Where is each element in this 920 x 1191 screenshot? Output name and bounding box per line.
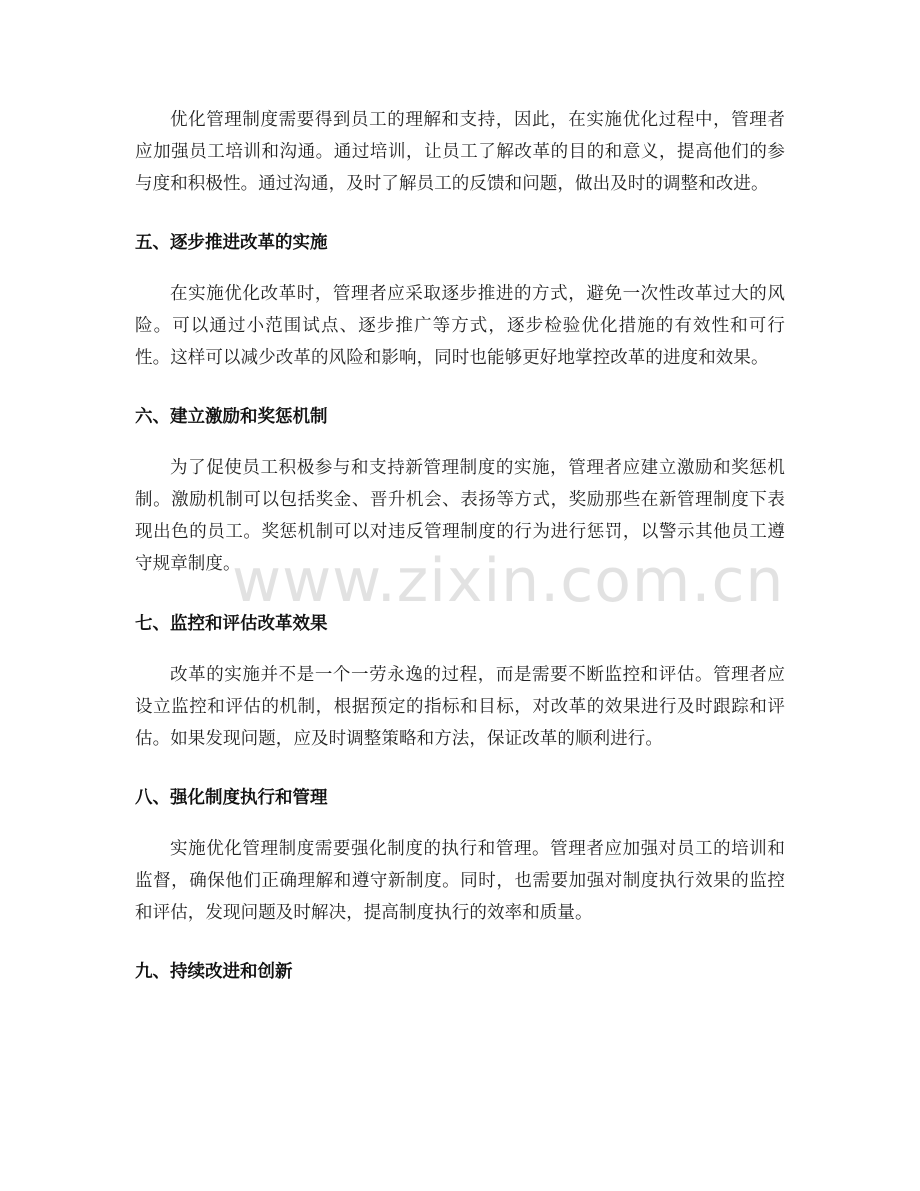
paragraph-section-8: 实施优化管理制度需要强化制度的执行和管理。管理者应加强对员工的培训和监督，确保他们正确理解和遵守新制度。同时，也需要加强对制度执行效果的监控和评估，发现问题及时解决，提高制度执行的效率和质量。: [135, 839, 785, 923]
heading-section-6: 六、建立激励和奖惩机制: [135, 407, 328, 427]
heading-section-8: 八、强化制度执行和管理: [135, 788, 328, 808]
paragraph-section-5: 在实施优化改革时，管理者应采取逐步推进的方式，避免一次性改革过大的风险。可以通过小范围试点、逐步推广等方式，逐步检验优化措施的有效性和可行性。这样可以减少改革的风险和影响，同时也能够更好地掌控改革的进度和效果。: [135, 284, 785, 368]
paragraph-section-7: 改革的实施并不是一个一劳永逸的过程，而是需要不断监控和评估。管理者应设立监控和评估的机制，根据预定的指标和目标，对改革的效果进行及时跟踪和评估。如果发现问题，应及时调整策略和方法，保证改革的顺利进行。: [135, 665, 785, 749]
heading-section-7: 七、监控和评估改革效果: [135, 614, 328, 634]
paragraph-intro: 优化管理制度需要得到员工的理解和支持，因此，在实施优化过程中，管理者应加强员工培训和沟通。通过培训，让员工了解改革的目的和意义，提高他们的参与度和积极性。通过沟通，及时了解员工的反馈和问题，做出及时的调整和改进。: [135, 110, 785, 194]
watermark-text: www.zixin.com.cn: [232, 546, 785, 616]
heading-section-9: 九、持续改进和创新: [135, 962, 293, 982]
heading-section-5: 五、逐步推进改革的实施: [135, 233, 328, 253]
paragraph-section-6: 为了促使员工积极参与和支持新管理制度的实施，管理者应建立激励和奖惩机制。激励机制可以包括奖金、晋升机会、表扬等方式，奖励那些在新管理制度下表现出色的员工。奖惩机制可以对违反管理制度的行为进行惩罚，以警示其他员工遵守规章制度。: [135, 458, 785, 574]
